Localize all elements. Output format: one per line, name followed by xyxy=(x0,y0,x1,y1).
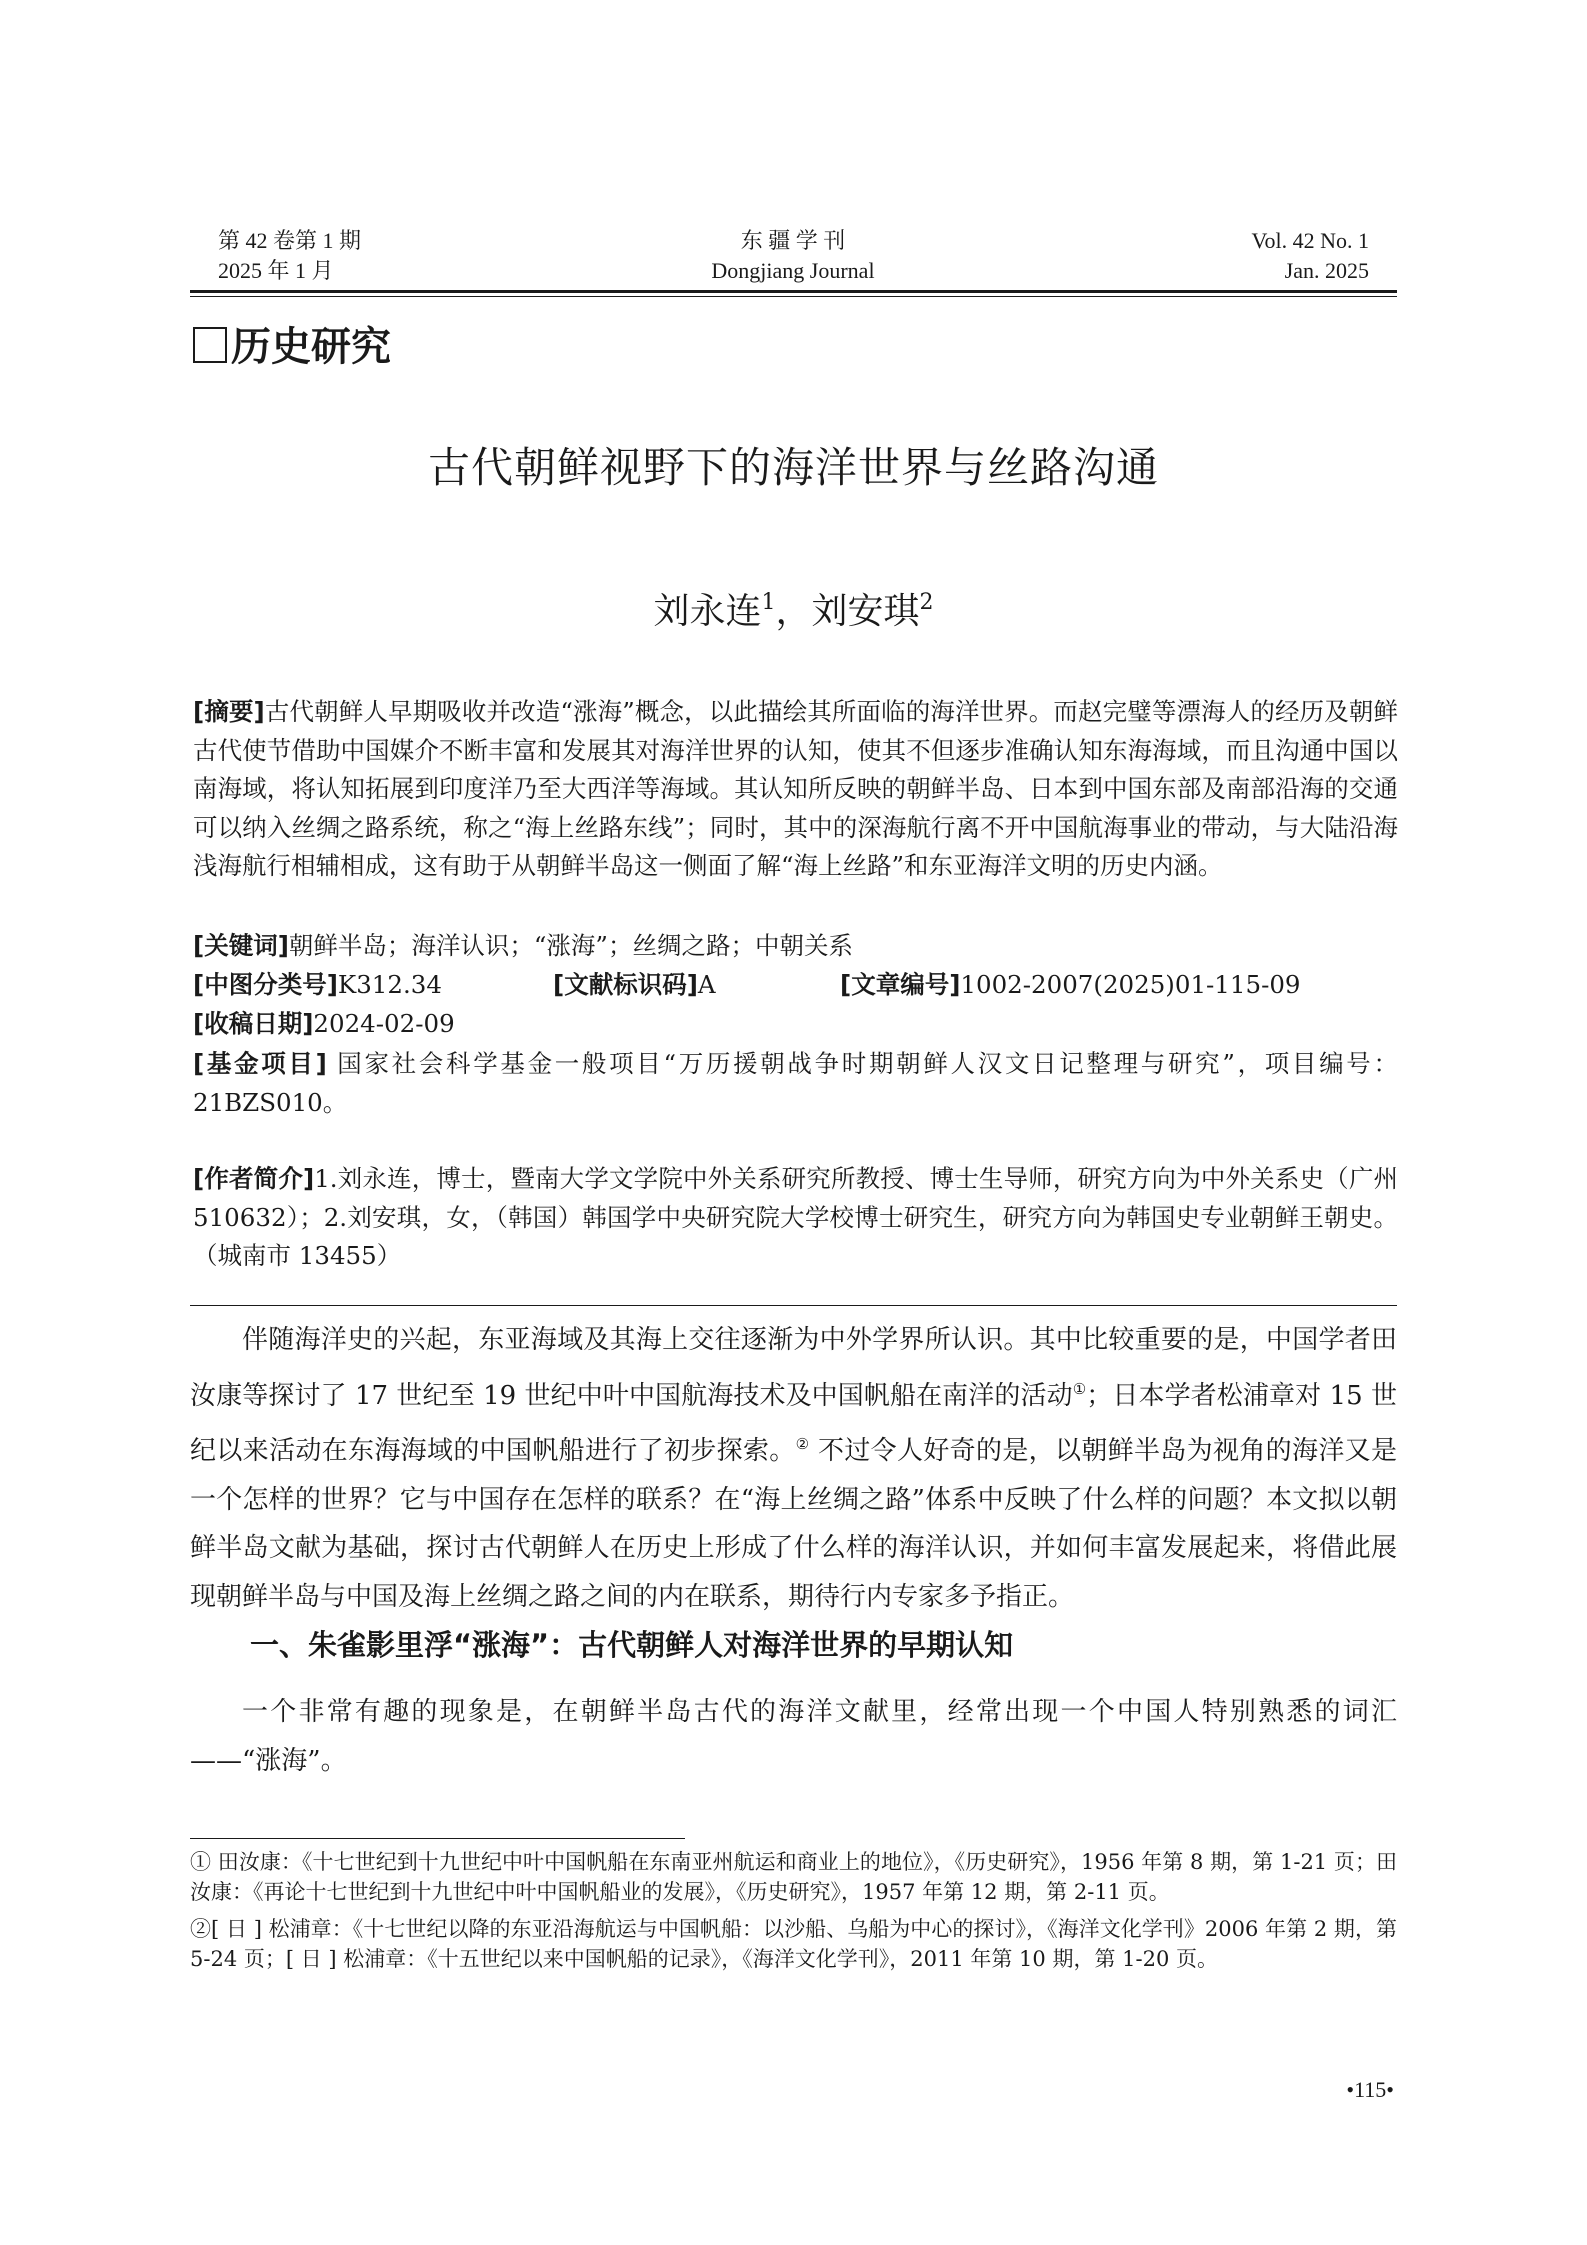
article-title: 古代朝鲜视野下的海洋世界与丝路沟通 xyxy=(427,443,1159,492)
author-2-affiliation: 2 xyxy=(919,590,934,615)
running-header-center xyxy=(593,226,993,286)
author-2: 刘安琪 xyxy=(811,591,920,632)
footnote-ref-2[interactable]: ② xyxy=(795,1435,810,1454)
document-code xyxy=(553,966,716,1004)
clc-number xyxy=(193,966,442,1004)
running-header-left xyxy=(218,226,361,286)
date-cn: 2025 年 1 月 xyxy=(218,258,334,283)
keywords xyxy=(193,927,853,965)
document-code-label: [文献标识码] xyxy=(553,970,698,999)
author-bio xyxy=(193,1160,1398,1276)
header-rule-thick xyxy=(190,290,1397,293)
keywords-label: [关键词] xyxy=(193,931,289,960)
volume-issue-en: Vol. 42 No. 1 xyxy=(1251,228,1369,253)
received-value: 2024-02-09 xyxy=(313,1009,455,1038)
keywords-text: 朝鲜半岛；海洋认识；“涨海”；丝绸之路；中朝关系 xyxy=(288,931,853,960)
intro-text-2: ；日本学者松浦章对 15 世纪以来活动在东海海域的中国帆船进行了初步探索。 xyxy=(190,1380,1398,1467)
article-number-value: 1002-2007(2025)01-115-09 xyxy=(960,970,1301,999)
section-label: 历史研究 xyxy=(231,324,391,370)
abstract xyxy=(193,693,1398,886)
journal-name-en: Dongjiang Journal xyxy=(711,258,875,283)
journal-name-cn: 东 疆 学 刊 xyxy=(740,228,846,253)
received-date xyxy=(193,1005,455,1043)
page-number: •115• xyxy=(1346,2077,1394,2102)
clc-label: [中图分类号] xyxy=(193,970,338,999)
bio-text: 1.刘永连，博士，暨南大学文学院中外关系研究所教授、博士生导师，研究方向为中外关系史（广州 510632）；2.刘安琪，女，（韩国）韩国学中央研究院大学校博士研究生，研究方向为韩国史专业朝鲜王朝史。（城南市 13455） xyxy=(193,1164,1398,1270)
footnote-1: ① 田汝康：《十七世纪到十九世纪中叶中国帆船在东南亚州航运和商业上的地位》，《历史研究》，1956 年第 8 期，第 1-21 页；田汝康：《再论十七世纪到十九世纪中叶中国帆船业的发展》，《历史研究》，1957 年第 12 期，第 2-11 页。 xyxy=(190,1850,1397,1904)
date-en: Jan. 2025 xyxy=(1284,258,1369,283)
abstract-text: 古代朝鲜人早期吸收并改造“涨海”概念，以此描绘其所面临的海洋世界。而赵完璧等漂海人的经历及朝鲜古代使节借助中国媒介不断丰富和发展其对海洋世界的认知，使其不但逐步准确认知东海海域，而且沟通中国以南海域，将认知拓展到印度洋乃至大西洋等海域。其认知所反映的朝鲜半岛、日本到中国东部及南部沿海的交通可以纳入丝绸之路系统，称之“海上丝路东线”；同时，其中的深海航行离不开中国航海事业的带动，与大陆沿海浅海航行相辅相成，这有助于从朝鲜半岛这一侧面了解“海上丝路”和东亚海洋文明的历史内涵。 xyxy=(193,697,1398,880)
document-code-value: A xyxy=(697,970,716,999)
section-box-icon xyxy=(193,327,227,363)
section-1-paragraph: 一个非常有趣的现象是，在朝鲜半岛古代的海洋文献里，经常出现一个中国人特别熟悉的词汇——“涨海”。 xyxy=(190,1697,1397,1776)
author-1-affiliation: 1 xyxy=(761,590,776,615)
section-1-body xyxy=(190,1688,1397,1785)
article-number-label: [文章编号] xyxy=(840,970,961,999)
volume-issue-cn: 第 42 卷第 1 期 xyxy=(218,228,362,253)
footnote-rule xyxy=(190,1838,685,1839)
abstract-label: [摘要] xyxy=(193,697,265,726)
article-number xyxy=(840,966,1301,1004)
intro-text-3: 不过令人好奇的是，以朝鲜半岛为视角的海洋又是一个怎样的世界？它与中国存在怎样的联系？在“海上丝绸之路”体系中反映了什么样的问题？本文拟以朝鲜半岛文献为基础，探讨古代朝鲜人在历史上形成了什么样的海洋认识，并如何丰富发展起来，将借此展现朝鲜半岛与中国及海上丝绸之路之间的内在联系，期待行内专家多予指正。 xyxy=(190,1436,1397,1612)
author-separator: ， xyxy=(775,591,812,632)
abstract-separator-rule xyxy=(190,1305,1397,1306)
footnotes xyxy=(190,1848,1397,1982)
intro-paragraph xyxy=(190,1316,1397,1622)
clc-value: K312.34 xyxy=(337,970,442,999)
intro-section xyxy=(190,1316,1397,1622)
fund-text: 国家社会科学基金一般项目“万历援朝战争时期朝鲜人汉文日记整理与研究”，项目编号：21BZS010。 xyxy=(193,1049,1398,1117)
footnote-ref-1[interactable]: ① xyxy=(1072,1379,1087,1398)
footnote-2: ②[ 日 ] 松浦章：《十七世纪以降的东亚沿海航运与中国帆船：以沙船、乌船为中心的探讨》，《海洋文化学刊》2006 年第 2 期，第 5-24 页；[ 日 ] 松浦章：《十五世纪以来中国帆船的记录》，《海洋文化学刊》，2011 年第 10 期，第 1-20 页。 xyxy=(190,1917,1397,1971)
section-category xyxy=(193,322,391,372)
intro-text-1: 伴随海洋史的兴起，东亚海域及其海上交往逐渐为中外学界所认识。其中比较重要的是，中国学者田汝康等探讨了 17 世纪至 19 世纪中叶中国航海技术及中国帆船在南洋的活动 xyxy=(190,1325,1397,1411)
author-line xyxy=(190,578,1397,637)
header-rule-thin xyxy=(190,296,1397,297)
received-label: [收稿日期] xyxy=(193,1009,314,1038)
author-1: 刘永连 xyxy=(653,591,762,632)
fund-label: [基金项目] xyxy=(193,1049,327,1078)
bio-label: [作者简介] xyxy=(193,1164,315,1193)
section-heading-1: 一、朱雀影里浮“涨海”：古代朝鲜人对海洋世界的早期认知 xyxy=(250,1628,1014,1662)
running-header-right xyxy=(1251,226,1369,286)
fund-project xyxy=(193,1045,1398,1122)
